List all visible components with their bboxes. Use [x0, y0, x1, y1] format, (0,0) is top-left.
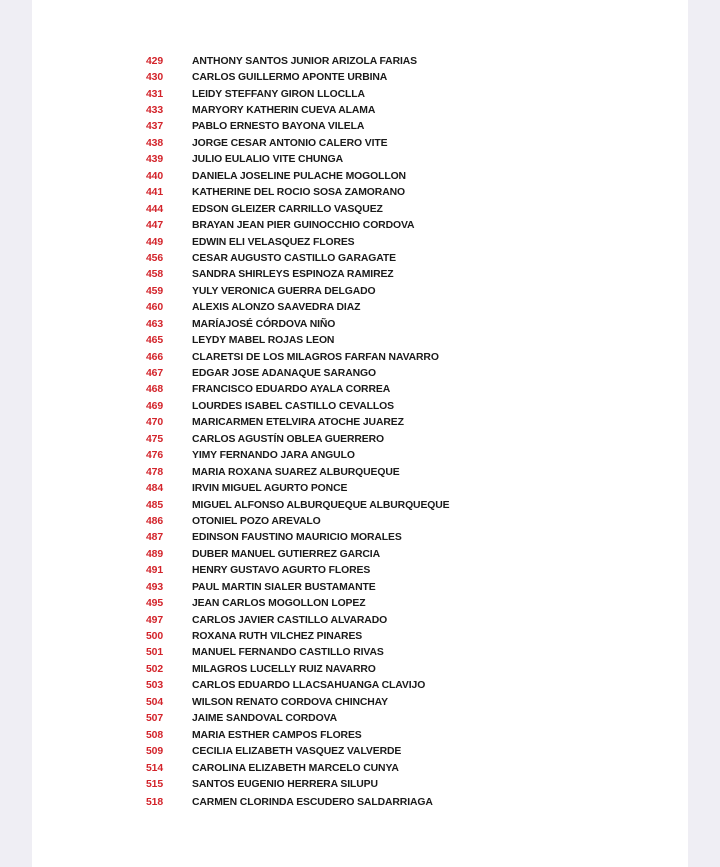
list-item — [146, 727, 450, 743]
list-item — [146, 497, 450, 513]
list-item — [146, 628, 450, 644]
entry-name: MARYORY KATHERIN CUEVA ALAMA — [192, 105, 376, 117]
entry-number: 430 — [146, 72, 164, 84]
entry-name: WILSON RENATO CORDOVA CHINCHAY — [192, 696, 388, 708]
list-item — [146, 234, 450, 250]
list-item — [146, 332, 450, 348]
entry-name: JEAN CARLOS MOGOLLON LOPEZ — [192, 598, 366, 610]
list-item — [146, 694, 450, 710]
list-item — [146, 53, 450, 69]
entry-number: 469 — [146, 400, 164, 412]
name-list — [146, 53, 450, 811]
entry-number: 503 — [146, 680, 164, 692]
entry-number: 458 — [146, 269, 164, 281]
entry-number: 508 — [146, 729, 164, 741]
entry-number: 447 — [146, 220, 164, 232]
list-item — [146, 464, 450, 480]
entry-number: 497 — [146, 614, 164, 626]
entry-number: 465 — [146, 335, 164, 347]
entry-name: MANUEL FERNANDO CASTILLO RIVAS — [192, 647, 384, 659]
list-item — [146, 480, 450, 496]
entry-number: 515 — [146, 778, 164, 790]
list-item — [146, 365, 450, 381]
entry-name: PABLO ERNESTO BAYONA VILELA — [192, 121, 365, 133]
entry-number: 486 — [146, 515, 164, 527]
entry-name: CARLOS AGUSTÍN OBLEA GUERRERO — [192, 433, 385, 445]
entry-name: LEIDY STEFFANY GIRON LLOCLLA — [192, 88, 365, 100]
list-item — [146, 546, 450, 562]
entry-number: 504 — [146, 696, 164, 708]
list-item — [146, 349, 450, 365]
list-item — [146, 760, 450, 776]
entry-name: DANIELA JOSELINE PULACHE MOGOLLON — [192, 170, 406, 182]
list-item — [146, 135, 450, 151]
entry-name: MILAGROS LUCELLY RUIZ NAVARRO — [192, 663, 376, 675]
entry-number: 514 — [146, 762, 164, 774]
list-item — [146, 448, 450, 464]
list-item — [146, 579, 450, 595]
entry-name: KATHERINE DEL ROCIO SOSA ZAMORANO — [192, 187, 405, 199]
entry-number: 502 — [146, 663, 164, 675]
entry-number: 440 — [146, 170, 164, 182]
entry-name: SANTOS EUGENIO HERRERA SILUPU — [192, 778, 378, 790]
list-item — [146, 102, 450, 118]
entry-number: 485 — [146, 499, 164, 511]
list-item — [146, 612, 450, 628]
list-item — [146, 316, 450, 332]
entry-name: MIGUEL ALFONSO ALBURQUEQUE ALBURQUEQUE — [192, 499, 450, 511]
entry-name: JAIME SANDOVAL CORDOVA — [192, 713, 338, 725]
list-item — [146, 201, 450, 217]
entry-name: MARIA ROXANA SUAREZ ALBURQUEQUE — [192, 466, 400, 478]
entry-name: YULY VERONICA GUERRA DELGADO — [192, 285, 376, 297]
entry-name: YIMY FERNANDO JARA ANGULO — [192, 450, 355, 462]
entry-number: 439 — [146, 154, 164, 166]
list-item — [146, 743, 450, 759]
entry-number: 444 — [146, 203, 164, 215]
list-item — [146, 382, 450, 398]
list-item — [146, 152, 450, 168]
document-page — [32, 0, 688, 867]
entry-name: MARICARMEN ETELVIRA ATOCHE JUAREZ — [192, 417, 404, 429]
list-item — [146, 415, 450, 431]
list-item — [146, 711, 450, 727]
entry-name: PAUL MARTIN SIALER BUSTAMANTE — [192, 581, 376, 593]
entry-number: 437 — [146, 121, 164, 133]
entry-number: 470 — [146, 417, 164, 429]
entry-name: CLARETSI DE LOS MILAGROS FARFAN NAVARRO — [192, 351, 439, 363]
entry-number: 429 — [146, 55, 164, 67]
list-item — [146, 645, 450, 661]
list-item — [146, 86, 450, 102]
entry-number: 468 — [146, 384, 164, 396]
list-item — [146, 513, 450, 529]
entry-number: 487 — [146, 532, 164, 544]
entry-name: CARLOS GUILLERMO APONTE URBINA — [192, 72, 388, 84]
entry-name: OTONIEL POZO AREVALO — [192, 515, 321, 527]
entry-number: 500 — [146, 631, 164, 643]
list-item — [146, 185, 450, 201]
entry-name: CARLOS JAVIER CASTILLO ALVARADO — [192, 614, 388, 626]
list-item — [146, 431, 450, 447]
entry-number: 507 — [146, 713, 164, 725]
entry-number: 433 — [146, 105, 164, 117]
entry-number: 495 — [146, 598, 164, 610]
entry-name: ALEXIS ALONZO SAAVEDRA DIAZ — [192, 302, 361, 314]
entry-name: SANDRA SHIRLEYS ESPINOZA RAMIREZ — [192, 269, 394, 281]
list-item — [146, 250, 450, 266]
list-item — [146, 267, 450, 283]
entry-number: 476 — [146, 450, 164, 462]
entry-name: BRAYAN JEAN PIER GUINOCCHIO CORDOVA — [192, 220, 415, 232]
entry-name: CECILIA ELIZABETH VASQUEZ VALVERDE — [192, 746, 402, 758]
entry-number: 491 — [146, 565, 164, 577]
list-item — [146, 661, 450, 677]
entry-name: IRVIN MIGUEL AGURTO PONCE — [192, 483, 348, 495]
entry-number: 431 — [146, 88, 164, 100]
entry-name: EDWIN ELI VELASQUEZ FLORES — [192, 236, 355, 248]
entry-name: CESAR AUGUSTO CASTILLO GARAGATE — [192, 252, 396, 264]
entry-name: CARMEN CLORINDA ESCUDERO SALDARRIAGA — [192, 797, 433, 809]
entry-name: MARIA ESTHER CAMPOS FLORES — [192, 729, 362, 741]
entry-number: 438 — [146, 137, 164, 149]
entry-name: CAROLINA ELIZABETH MARCELO CUNYA — [192, 762, 399, 774]
list-item — [146, 795, 450, 811]
list-item — [146, 530, 450, 546]
entry-number: 478 — [146, 466, 164, 478]
list-item — [146, 563, 450, 579]
entry-number: 441 — [146, 187, 164, 199]
entry-number: 467 — [146, 368, 164, 380]
list-item — [146, 398, 450, 414]
list-item — [146, 69, 450, 85]
entry-number: 484 — [146, 483, 164, 495]
entry-name: HENRY GUSTAVO AGURTO FLORES — [192, 565, 371, 577]
entry-name: ROXANA RUTH VILCHEZ PINARES — [192, 631, 363, 643]
entry-number: 459 — [146, 285, 164, 297]
entry-number: 518 — [146, 797, 164, 809]
entry-name: LOURDES ISABEL CASTILLO CEVALLOS — [192, 400, 394, 412]
list-item — [146, 776, 450, 792]
entry-name: EDGAR JOSE ADANAQUE SARANGO — [192, 368, 376, 380]
entry-number: 449 — [146, 236, 164, 248]
entry-name: EDINSON FAUSTINO MAURICIO MORALES — [192, 532, 402, 544]
entry-number: 456 — [146, 252, 164, 264]
entry-number: 466 — [146, 351, 164, 363]
entry-number: 475 — [146, 433, 164, 445]
entry-name: LEYDY MABEL ROJAS LEON — [192, 335, 335, 347]
entry-name: MARÍAJOSÉ CÓRDOVA NIÑO — [192, 318, 336, 330]
entry-name: ANTHONY SANTOS JUNIOR ARIZOLA FARIAS — [192, 55, 418, 67]
entry-number: 509 — [146, 746, 164, 758]
entry-name: JULIO EULALIO VITE CHUNGA — [192, 154, 344, 166]
list-item — [146, 300, 450, 316]
list-item — [146, 595, 450, 611]
entry-name: FRANCISCO EDUARDO AYALA CORREA — [192, 384, 391, 396]
list-item — [146, 283, 450, 299]
entry-name: EDSON GLEIZER CARRILLO VASQUEZ — [192, 203, 383, 215]
list-item — [146, 678, 450, 694]
list-item — [146, 119, 450, 135]
entry-number: 493 — [146, 581, 164, 593]
entry-number: 460 — [146, 302, 164, 314]
entry-name: CARLOS EDUARDO LLACSAHUANGA CLAVIJO — [192, 680, 426, 692]
entry-number: 501 — [146, 647, 164, 659]
list-item — [146, 217, 450, 233]
entry-number: 489 — [146, 548, 164, 560]
list-item — [146, 168, 450, 184]
entry-name: DUBER MANUEL GUTIERREZ GARCIA — [192, 548, 380, 560]
entry-number: 463 — [146, 318, 164, 330]
entry-name: JORGE CESAR ANTONIO CALERO VITE — [192, 137, 388, 149]
